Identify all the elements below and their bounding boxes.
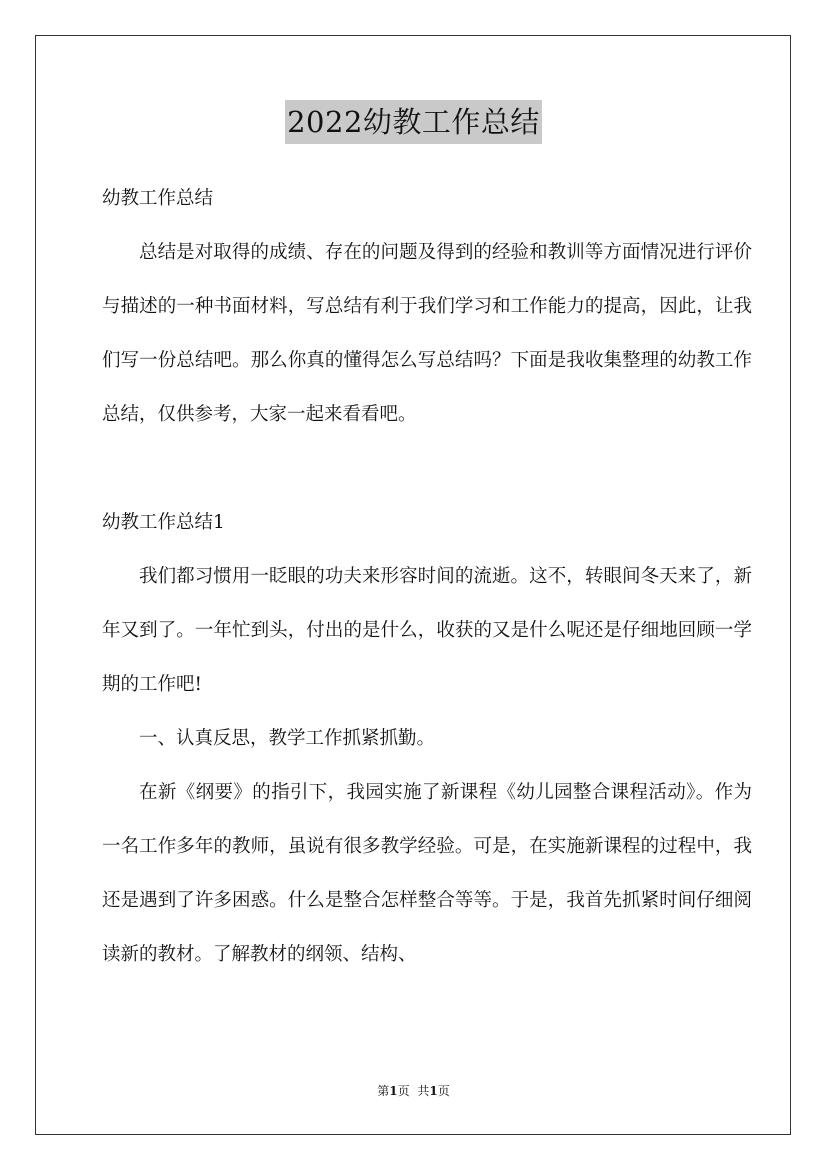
- title-container: [0, 100, 827, 144]
- section-heading: 幼教工作总结1: [102, 512, 225, 533]
- page-prefix: 第: [377, 1084, 390, 1098]
- page-footer: [0, 1082, 827, 1099]
- total-prefix: 共: [417, 1084, 430, 1098]
- subtitle: 幼教工作总结: [102, 188, 214, 209]
- section-spacer: [102, 442, 752, 496]
- body-paragraph-1: 我们都习惯用一眨眼的功夫来形容时间的流逝。这不，转眼间冬天来了，新年又到了。一年忙到头，付出的是什么，收获的又是什么呢还是仔细地回顾一学期的工作吧!: [102, 566, 752, 695]
- document-body: [102, 172, 752, 982]
- total-number: 1: [429, 1084, 438, 1098]
- total-suffix: 页: [437, 1084, 450, 1098]
- body-paragraph-3: 在新《纲要》的指引下，我园实施了新课程《幼儿园整合课程活动》。作为一名工作多年的教师，虽说有很多教学经验。可是，在实施新课程的过程中，我还是遇到了许多困惑。什么是整合怎样整合等等。于是，我首先抓紧时间仔细阅读新的教材。了解教材的纲领、结构、: [102, 782, 752, 965]
- intro-paragraph: 总结是对取得的成绩、存在的问题及得到的经验和教训等方面情况进行评价与描述的一种书面材料，写总结有利于我们学习和工作能力的提高，因此，让我们写一份总结吧。那么你真的懂得怎么写总结吗？下面是我收集整理的幼教工作总结，仅供参考，大家一起来看看吧。: [102, 242, 752, 425]
- document-title: 2022幼教工作总结: [285, 100, 542, 144]
- page-number: 1: [389, 1084, 398, 1098]
- body-paragraph-2: 一、认真反思，教学工作抓紧抓勤。: [139, 728, 436, 749]
- page-suffix: 页: [397, 1084, 410, 1098]
